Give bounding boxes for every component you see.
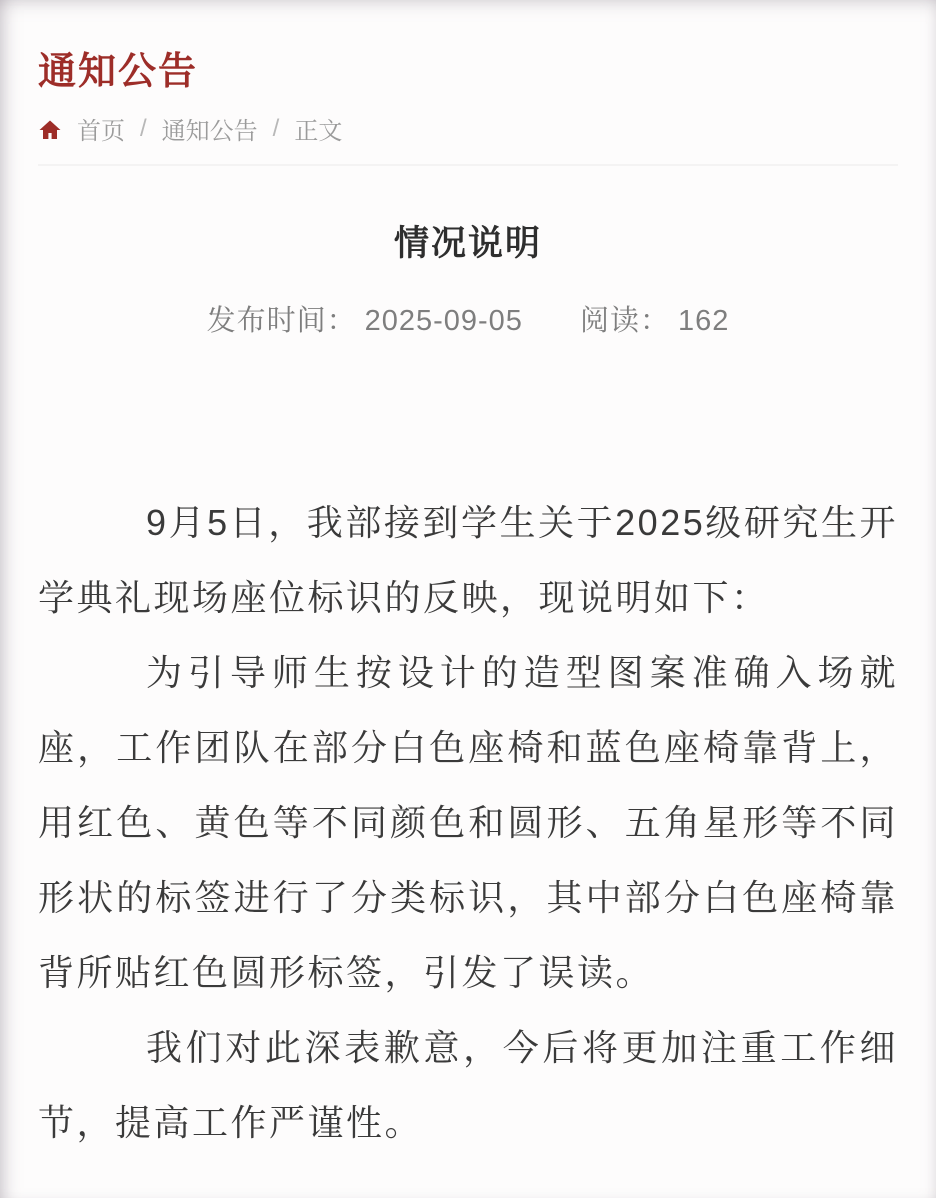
- publish-date-group: [207, 305, 532, 337]
- home-icon: [38, 118, 62, 142]
- breadcrumb-separator: /: [140, 114, 147, 142]
- page-header: [38, 0, 898, 166]
- article-meta: [38, 298, 898, 339]
- article-content: [38, 485, 898, 1160]
- breadcrumb-item-notices[interactable]: 通知公告: [161, 118, 258, 145]
- breadcrumb: [38, 111, 898, 166]
- paragraph: 为引导师生按设计的造型图案准确入场就座，工作团队在部分白色座椅和蓝色座椅靠背上，用红色、黄色等不同颜色和圆形、五角星形等不同形状的标签进行了分类标识，其中部分白色座椅靠背所贴红色圆形标签，引发了误读。: [38, 652, 898, 993]
- paragraph: 我们对此深表歉意，今后将更加注重工作细节，提高工作严谨性。: [38, 1027, 898, 1143]
- article-title: 情况说明: [393, 224, 542, 263]
- article: [38, 216, 898, 1160]
- read-count-value: 162: [678, 305, 730, 337]
- publish-date-value: 2025-09-05: [364, 305, 523, 337]
- read-count-group: [580, 305, 729, 337]
- breadcrumb-separator: /: [272, 114, 280, 142]
- breadcrumb-item-current: 正文: [294, 118, 343, 145]
- section-title: 通知公告: [38, 51, 199, 93]
- publish-date-label: 发布时间：: [206, 305, 357, 337]
- read-count-label: 阅读：: [580, 305, 671, 337]
- paragraph: 9月5日，我部接到学生关于2025级研究生开学典礼现场座位标识的反映，现说明如下：: [38, 502, 898, 618]
- breadcrumb-item-home[interactable]: 首页: [77, 118, 125, 145]
